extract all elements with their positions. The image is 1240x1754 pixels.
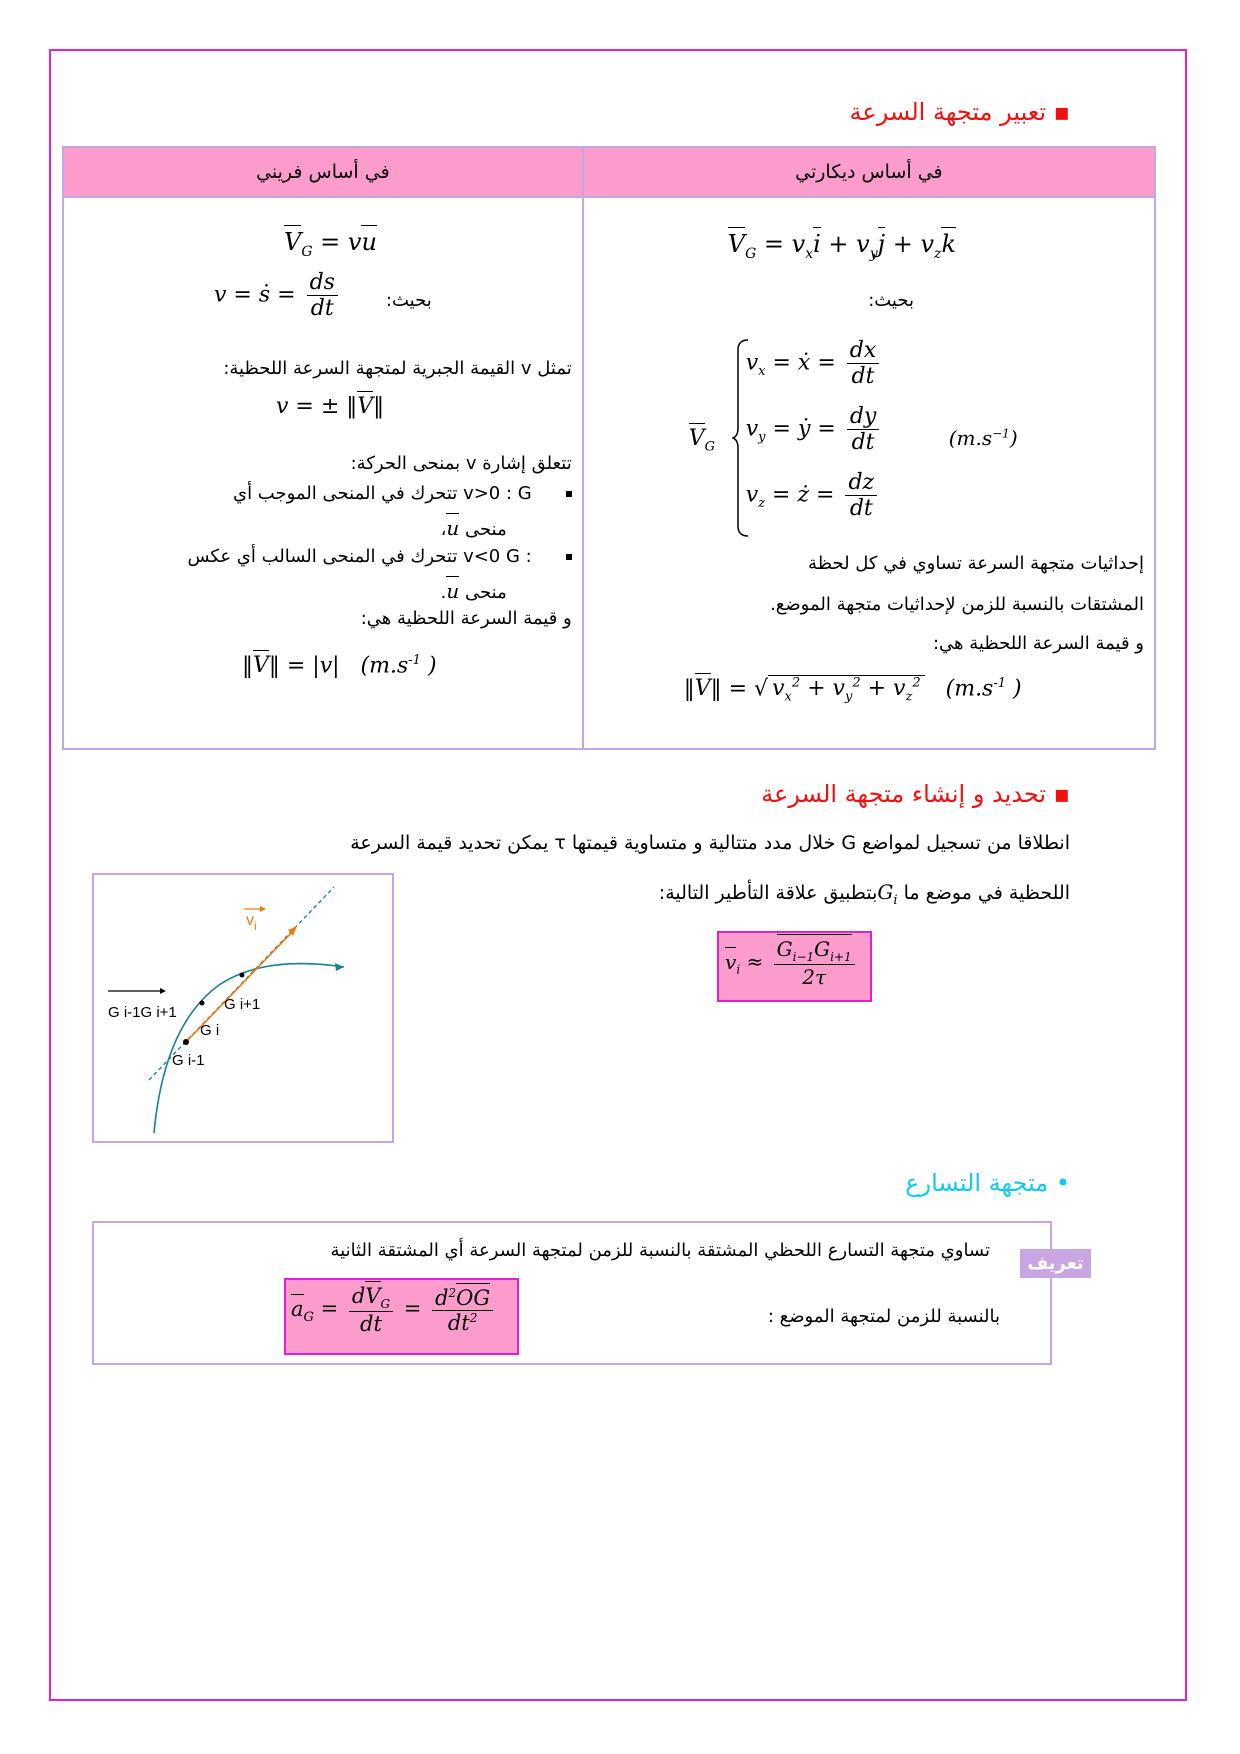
construction-line-1: انطلاقا من تسجيل لمواضع G خلال مدد متتالية و متساوية قيمتها τ يمكن تحديد قيمة السرعة (350, 832, 1070, 854)
frenet-algebraic: تمثل v القيمة الجبرية لمتجهة السرعة اللحظية: (223, 358, 572, 379)
cartesian-where: بحيث: (868, 290, 914, 311)
section-construction-title: ▪ تحديد و إنشاء متجهة السرعة (761, 780, 1070, 808)
header-frenet: في أساس فريني (63, 147, 583, 197)
velocity-table (62, 146, 1156, 750)
formula-vg-frenet: $V_G$ = vu (284, 228, 377, 260)
label-g-i: G i (200, 1022, 220, 1039)
trajectory-diagram (94, 875, 392, 1141)
formula-v-ds: v = ṡ = $\frac{ds}{dt}$ (214, 270, 342, 321)
cartesian-coords-2: المشتقات بالنسبة للزمن لإحداثيات متجهة الموضع. (770, 594, 1144, 615)
cartesian-speed-label: و قيمة السرعة اللحظية هي: (932, 633, 1144, 654)
formula-ag: $a_G$ = $\frac{dV_G}{dt}$ = $\frac{d^2OG}{dt^2}$ (291, 1284, 497, 1336)
formula-speed-frenet: ‖V‖ = |v| ($m.s^{-1}$ ) (242, 653, 437, 679)
frenet-speed-label: و قيمة السرعة اللحظية هي: (360, 608, 572, 629)
frenet-neg-case: : v<0 G تتحرك في المنحى السالب أي عكس (187, 546, 531, 567)
definition-tag: تعريف (1020, 1249, 1091, 1278)
formula-vy: $v_y$ = ẏ = $\frac{dy}{dt}$ (746, 404, 884, 455)
definition-line-2: بالنسبة للزمن لمتجهة الموضع : (767, 1306, 1000, 1327)
formula-vi-box (717, 931, 872, 1002)
formula-vg-label: $V_G$ (688, 426, 716, 455)
formula-ag-box (284, 1278, 519, 1355)
section-acceleration-title: • متجهة التسارع (905, 1169, 1070, 1197)
vi-label: $v_i$ (246, 912, 257, 933)
formula-vz: $v_z$ = ż = $\frac{dz}{dt}$ (746, 470, 881, 521)
frenet-where: بحيث: (385, 290, 432, 311)
label-g-i-minus-1: G i-1 (172, 1052, 205, 1069)
cartesian-coords-1: إحداثيات متجهة السرعة تساوي في كل لحظة (808, 553, 1144, 574)
frenet-pos-dir: منحى u، (440, 516, 507, 540)
construction-line-2: اللحظية في موضع ما $G_iبتطبيق$ علاقة التأطير التالية: (658, 880, 1070, 908)
definition-line-1: تساوي متجهة التسارع اللحظي المشتقة بالنسبة للزمن لمتجهة السرعة أي المشتقة الثانية (330, 1240, 990, 1261)
frenet-pos-case: v>0 : G تتحرك في المنحى الموجب أي (233, 483, 532, 504)
label-g-i-plus-1: G i+1 (224, 996, 261, 1013)
formula-vx: $v_x$ = ẋ = $\frac{dx}{dt}$ (746, 338, 884, 389)
velocity-construction-figure (92, 873, 394, 1143)
formula-v-pm: v = ± ‖V‖ (276, 394, 385, 419)
formula-speed-cartesian: ‖V‖ = √ $v_x^2 + v_y^2 + v_z^2$ ($m.s^{-1}$ ) (683, 676, 1022, 705)
frenet-neg-dir: منحى u. (440, 579, 507, 603)
section-velocity-title: ▪ تعبير متجهة السرعة (849, 98, 1070, 126)
formula-vg-cartesian: $V_G = v_xi + v_yj + v_zk$ (727, 230, 956, 262)
gg-label: G i-1G i+1 (108, 1004, 177, 1021)
unit-ms: $(m.s^{-1})$ (948, 426, 1018, 450)
cell-frenet (63, 197, 583, 749)
header-cartesian: في أساس ديكارتي (583, 147, 1155, 197)
frenet-sign: تتعلق إشارة v بمنحى الحركة: (350, 453, 572, 474)
cell-cartesian (583, 197, 1155, 749)
formula-vi: $v_i$ ≈ $\frac{G_{i-1}G_{i+1}}{2\tau}$ (725, 937, 859, 989)
